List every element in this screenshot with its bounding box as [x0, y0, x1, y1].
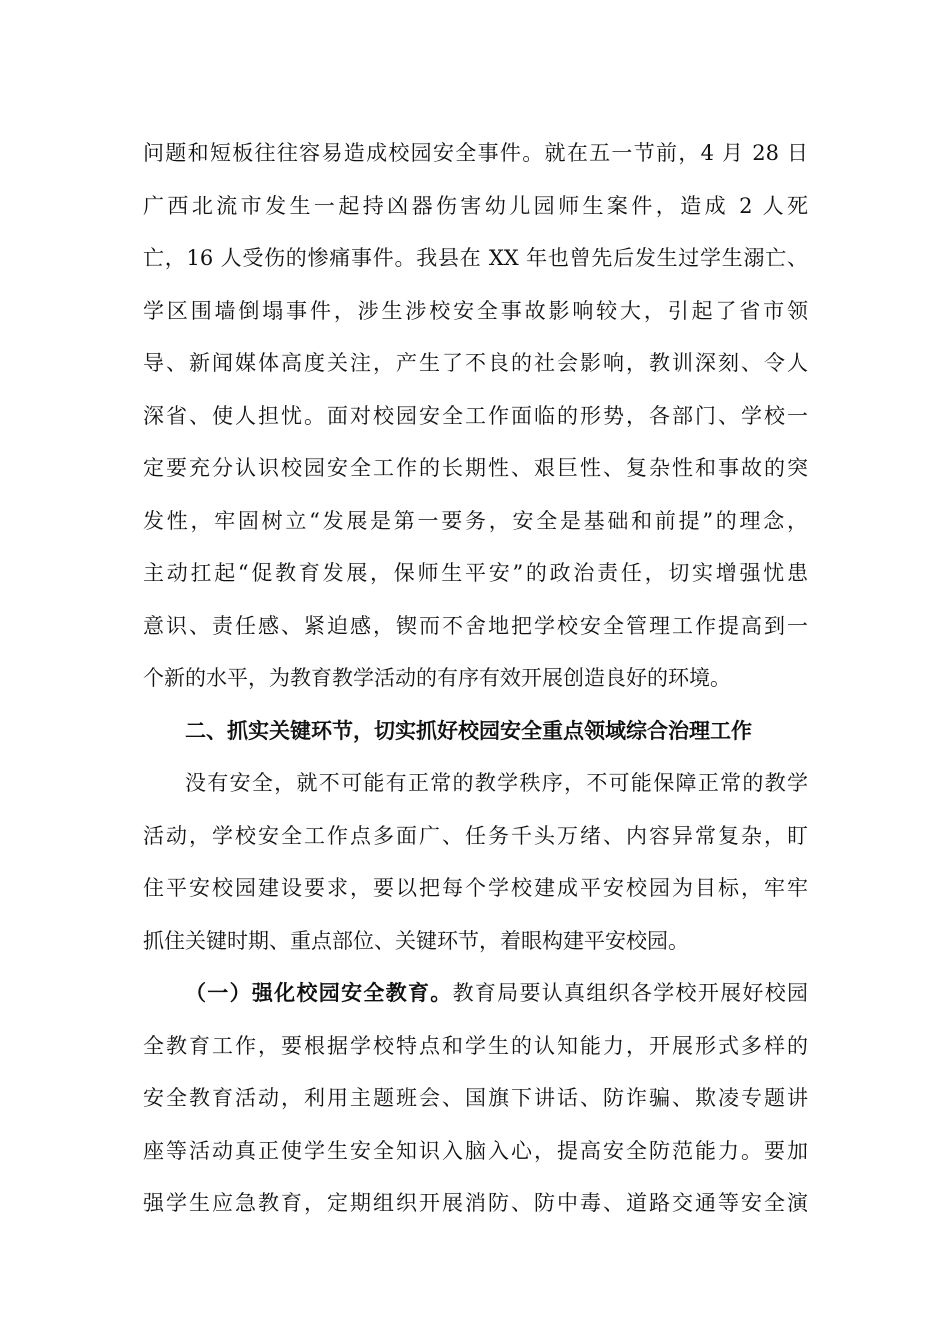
text-line: 没有安全，就不可能有正常的教学秩序，不可能保障正常的教学: [185, 771, 808, 795]
text-line: 意识、责任感、紧迫感，锲而不舍地把学校安全管理工作提高到一: [143, 613, 808, 638]
text-line: 安全教育活动，利用主题班会、国旗下讲话、防诈骗、欺凌专题讲: [143, 1086, 808, 1110]
text-line: 全教育工作，要根据学校特点和学生的认知能力，开展形式多样的: [143, 1033, 808, 1058]
text-line: 活动，学校安全工作点多面广、任务千头万绪、内容异常复杂，盯: [143, 823, 808, 848]
paragraph-subsection-1: [143, 967, 808, 1230]
text-line: 问题和短板往往容易造成校园安全事件。就在五一节前，4 月 28 日: [143, 141, 808, 165]
text-line-with-lead: [143, 967, 808, 1020]
section-heading-block: [143, 705, 808, 758]
text-line: 抓住关键时期、重点部位、关键环节，着眼构建平安校园。: [143, 928, 689, 953]
text-line: 广西北流市发生一起持凶器伤害幼儿园师生案件，造成 2 人死: [143, 193, 808, 218]
paragraph-intro: [143, 757, 808, 967]
text-line: 座等活动真正使学生安全知识入脑入心，提高安全防范能力。要加: [143, 1138, 808, 1163]
text-line: 深省、使人担忧。面对校园安全工作面临的形势，各部门、学校一: [143, 403, 808, 428]
subsection-first-line-text: 教育局要认真组织各学校开展好校园: [452, 981, 809, 1005]
text-line: 主动扛起“促教育发展，保师生平安”的政治责任，切实增强忧患: [143, 561, 808, 585]
text-line: 发性，牢固树立“发展是第一要务，安全是基础和前提”的理念，: [143, 508, 808, 533]
text-line: 个新的水平，为教育教学活动的有序有效开展创造良好的环境。: [143, 666, 731, 690]
subsection-lead: （一）强化校园安全教育。: [185, 980, 453, 1005]
text-line: 学区围墙倒塌事件，涉生涉校安全事故影响较大，引起了省市领: [143, 298, 808, 323]
text-line: 导、新闻媒体高度关注，产生了不良的社会影响，教训深刻、令人: [143, 351, 808, 375]
text-line: 亡，16 人受伤的惨痛事件。我县在 XX 年也曾先后发生过学生溺亡、: [143, 246, 808, 270]
text-line: 住平安校园建设要求，要以把每个学校建成平安校园为目标，牢牢: [143, 876, 808, 900]
paragraph-continuation: [143, 127, 808, 705]
document-body: [143, 127, 808, 1230]
text-line: 强学生应急教育，定期组织开展消防、防中毒、道路交通等安全演: [143, 1191, 808, 1215]
section-heading: 二、抓实关键环节，切实抓好校园安全重点领域综合治理工作: [185, 717, 752, 743]
text-line: 定要充分认识校园安全工作的长期性、艰巨性、复杂性和事故的突: [143, 456, 808, 480]
